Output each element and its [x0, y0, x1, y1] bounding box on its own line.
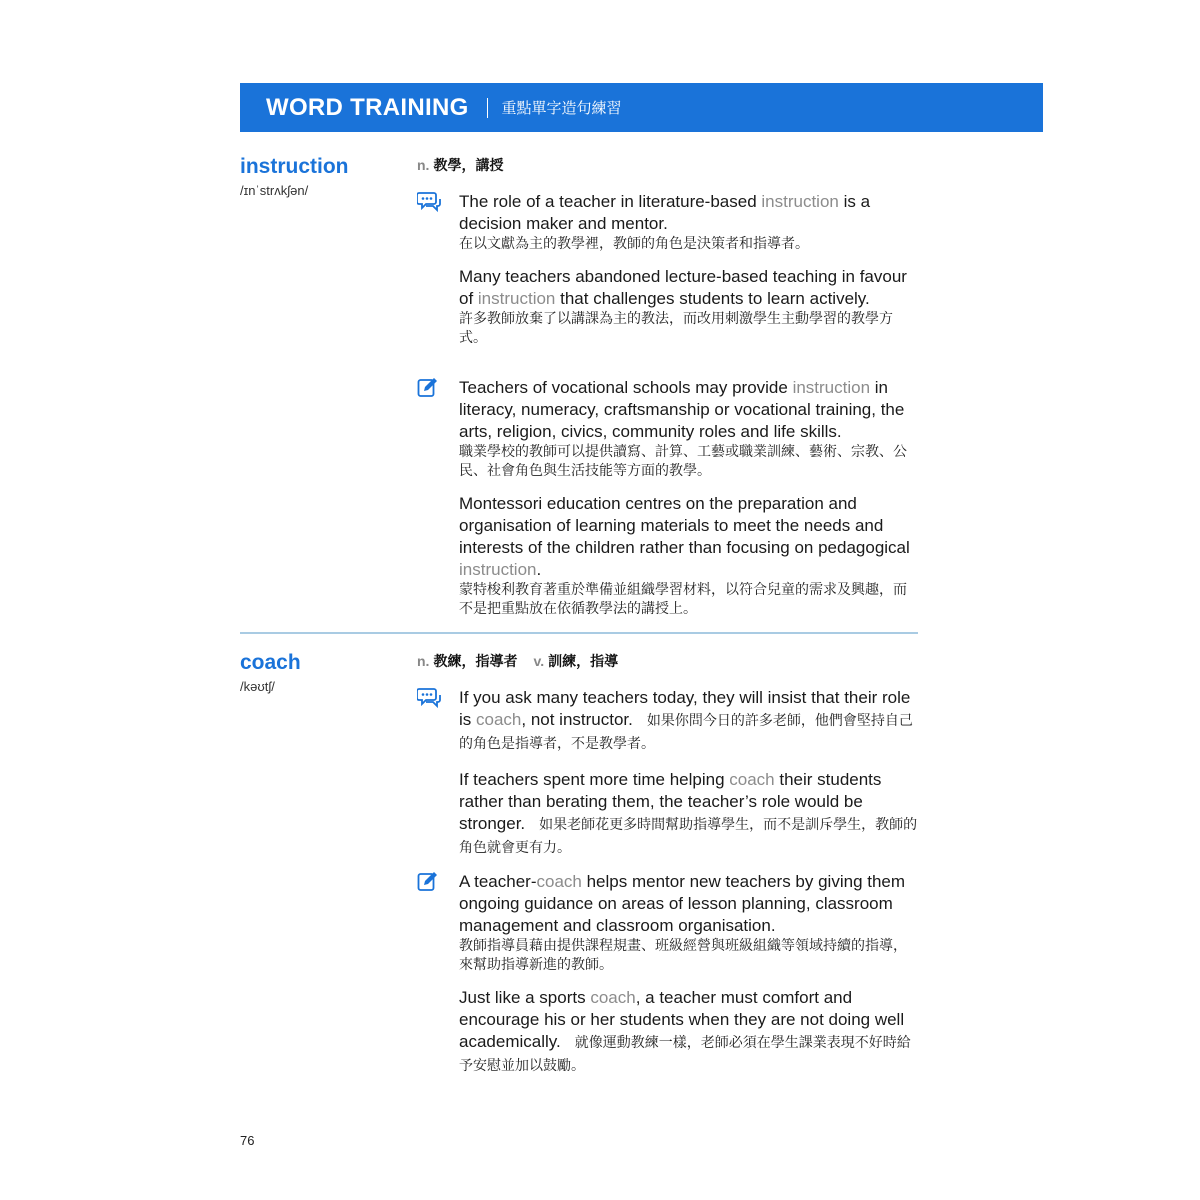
- keyword: instruction: [477, 289, 556, 308]
- keyword: coach: [590, 988, 636, 1007]
- speech-bubble-icon: [417, 191, 441, 213]
- keyword: coach: [476, 710, 522, 729]
- phonetic: /kəʊtʃ/: [240, 679, 275, 694]
- banner-separator: [487, 98, 488, 118]
- example-sentence: A teacher-coach helps mentor new teachers by giving them ongoing guidance on areas of lesson planning, classroom management and classroom organisation. 教師指導員藉由提供課程規畫、班級經營與班級組織等領域持續的指導，來幫助指導新進的教師。: [459, 871, 919, 975]
- headword: coach: [240, 651, 301, 674]
- keyword: instruction: [459, 560, 537, 579]
- banner-title: WORD TRAINING: [266, 93, 469, 121]
- page-number: 76: [240, 1133, 255, 1148]
- banner-subtitle: 重點單字造句練習: [501, 100, 622, 117]
- pos-meaning: 訓練，指導: [548, 653, 619, 669]
- translation: 如果你問今日的許多老師，他們會堅持自己的角色是指導者，不是教學者。: [459, 713, 913, 752]
- pos-tag: n.: [417, 653, 430, 669]
- pos-tag: v.: [533, 653, 545, 669]
- translation: 蒙特梭利教育著重於準備並組織學習材料，以符合兒童的需求及興趣，而不是把重點放在依循教學法的講授上。: [459, 582, 907, 617]
- example-sentence: Teachers of vocational schools may provide instruction in literacy, numeracy, craftsmanship or vocational training, the arts, religion, civics, community roles and life skills. 職業學校的教師可以提供讀寫、計算、工藝或職業訓練、藝術、宗教、公民、社會角色與生活技能等方面的教學。: [459, 377, 919, 481]
- pencil-note-icon: [417, 377, 441, 399]
- headword: instruction: [240, 155, 349, 178]
- example-sentence: The role of a teacher in literature-based instruction is a decision maker and mentor. 在以文獻為主的教學裡，教師的角色是決策者和指導者。: [459, 191, 919, 254]
- examples: [459, 191, 919, 360]
- part-of-speech: [417, 155, 503, 175]
- keyword: coach: [536, 872, 582, 891]
- example-sentence: If you ask many teachers today, they will insist that their role is coach, not instructor. 如果你問今日的許多老師，他們會堅持自己的角色是指導者，不是教學者。: [459, 688, 913, 752]
- example-sentence: If teachers spent more time helping coach their students rather than berating them, the teacher’s role would be stronger. 如果老師花更多時間幫助指導學生，而不是訓斥學生，教師的角色就會更有力。: [459, 770, 918, 856]
- keyword: instruction: [761, 192, 839, 211]
- translation: 如果老師花更多時間幫助指導學生，而不是訓斥學生，教師的角色就會更有力。: [459, 817, 918, 856]
- examples: [459, 377, 919, 631]
- pos-tag: n.: [417, 157, 430, 173]
- translation: 在以文獻為主的教學裡，教師的角色是決策者和指導者。: [459, 236, 809, 252]
- translation: 許多教師放棄了以講課為主的教法，而改用刺激學生主動學習的教學方式。: [459, 311, 893, 346]
- section-banner: [240, 83, 1043, 132]
- examples: [459, 871, 919, 1089]
- pencil-note-icon: [417, 871, 441, 893]
- keyword: coach: [729, 770, 775, 789]
- entry-divider: [240, 632, 918, 634]
- pos-meaning: 教學，講授: [433, 157, 504, 173]
- translation: 職業學校的教師可以提供讀寫、計算、工藝或職業訓練、藝術、宗教、公民、社會角色與生活技能等方面的教學。: [459, 444, 907, 479]
- example-sentence: Just like a sports coach, a teacher must comfort and encourage his or her students when they are not doing well academically. 就像運動教練一樣，老師必須在學生課業表現不好時給予安慰並加以鼓勵。: [459, 988, 911, 1074]
- keyword: instruction: [792, 378, 871, 397]
- translation: 教師指導員藉由提供課程規畫、班級經營與班級組織等領域持續的指導，來幫助指導新進的教師。: [459, 938, 907, 973]
- examples: [459, 687, 919, 871]
- part-of-speech: [417, 651, 618, 671]
- translation: 就像運動教練一樣，老師必須在學生課業表現不好時給予安慰並加以鼓勵。: [459, 1035, 911, 1074]
- example-sentence: Many teachers abandoned lecture-based teaching in favour of instruction that challenges students to learn actively. 許多教師放棄了以講課為主的教法，而改用刺激學生主動學習的教學方式。: [459, 266, 919, 348]
- pos-meaning: 教練，指導者: [433, 653, 518, 669]
- phonetic: /ɪnˈstrʌkʃən/: [240, 183, 309, 198]
- speech-bubble-icon: [417, 687, 441, 709]
- example-sentence: Montessori education centres on the preparation and organisation of learning materials to meet the needs and interests of the children rather than focusing on pedagogical instruction. 蒙特梭利教育著重於準備並組織學習材料，以符合兒童的需求及興趣，而不是把重點放在依循教學法的講授上。: [459, 493, 919, 619]
